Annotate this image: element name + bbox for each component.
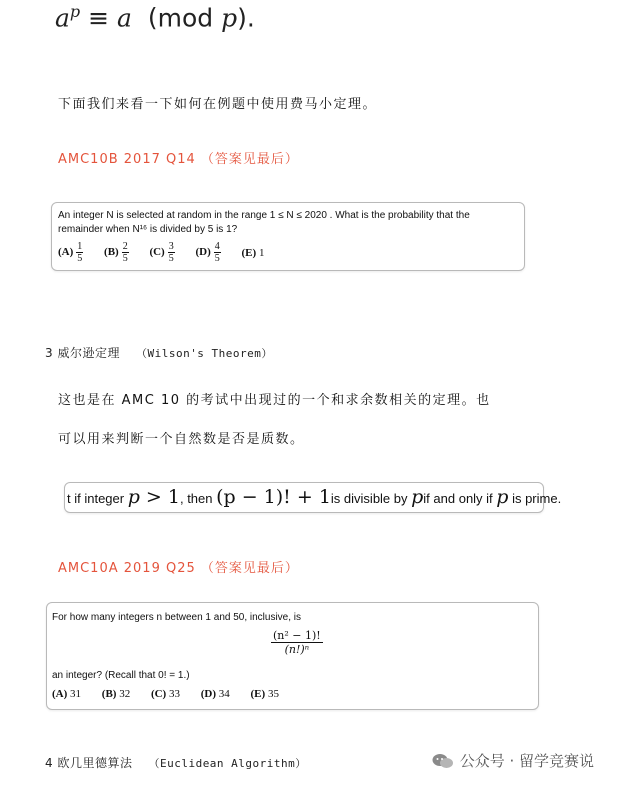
wilson-statement-box	[64, 482, 562, 513]
fermat-formula	[55, 2, 255, 32]
formula-a: a	[55, 3, 70, 33]
section4-heading	[45, 754, 307, 771]
problem2-frac-num: (n² − 1)!	[273, 629, 321, 642]
wilson-desc-line1: 这也是在 AMC 10 的考试中出现过的一个和求余数相关的定理。也	[58, 393, 491, 408]
choice-d: (D) 34	[200, 688, 230, 701]
wilson-desc-line2: 可以用来判断一个自然数是否是质数。	[58, 432, 305, 447]
problem2-fraction	[271, 629, 323, 656]
choice-c: (C) 33	[150, 688, 180, 701]
wechat-icon	[432, 753, 454, 769]
problem2-box	[46, 602, 539, 710]
formula-mod: mod	[157, 3, 214, 33]
problem1-text-line1: An integer N is selected at random in the range 1 ≤ N ≤ 2020 . What is the probability that the	[58, 210, 470, 221]
watermark	[432, 750, 594, 771]
choice-c: (C) $\frac{3}{5}$	[149, 241, 174, 264]
choice-a: (A) 31	[52, 688, 82, 701]
watermark-text: 公众号 · 留学竞赛说	[459, 752, 594, 770]
choice-e: (E) 35	[250, 688, 279, 701]
problem1-text-line2: remainder when N¹⁶ is divided by 5 is 1?	[58, 224, 238, 235]
problem2-frac-den: (n!)ⁿ	[284, 643, 310, 656]
formula-p: p	[221, 3, 238, 33]
problem2-header: AMC10A 2019 Q25 （答案见最后）	[58, 561, 299, 576]
choice-a: (A) $\frac{1}{5}$	[58, 241, 83, 264]
problem1-choices	[58, 241, 282, 264]
problem1-text	[58, 209, 470, 237]
choice-d: (D) $\frac{4}{5}$	[195, 241, 220, 264]
problem1-box	[51, 202, 525, 271]
choice-b: (B) $\frac{2}{5}$	[104, 241, 128, 264]
formula-exponent: p	[69, 2, 81, 21]
intro-text: 下面我们来看一下如何在例题中使用费马小定理。	[58, 97, 378, 112]
section4-english: （Euclidean Algorithm）	[148, 757, 307, 770]
problem1-header: AMC10B 2017 Q14 （答案见最后）	[58, 152, 299, 167]
choice-e: (E) 1	[241, 246, 265, 259]
formula-open: (	[147, 3, 158, 33]
problem2-choices	[52, 688, 297, 700]
problem2-text-line1: For how many integers n between 1 and 50, inclusive, is	[52, 612, 302, 623]
section3-heading	[45, 344, 273, 361]
formula-close: ).	[237, 3, 255, 33]
section4-title: 4 欧几里德算法	[45, 756, 133, 770]
wilson-statement: t if integer p > 1, then (p − 1)! + 1is divisible by pif and only if p is prime.	[67, 486, 562, 508]
formula-equiv: ≡	[88, 3, 110, 33]
section3-title: 3 威尔逊定理	[45, 346, 120, 360]
choice-b: (B) 32	[101, 688, 131, 701]
problem2-text-line2: an integer? (Recall that 0! = 1.)	[52, 670, 190, 681]
formula-a2: a	[117, 3, 132, 33]
section3-english: （Wilson's Theorem）	[135, 347, 273, 360]
